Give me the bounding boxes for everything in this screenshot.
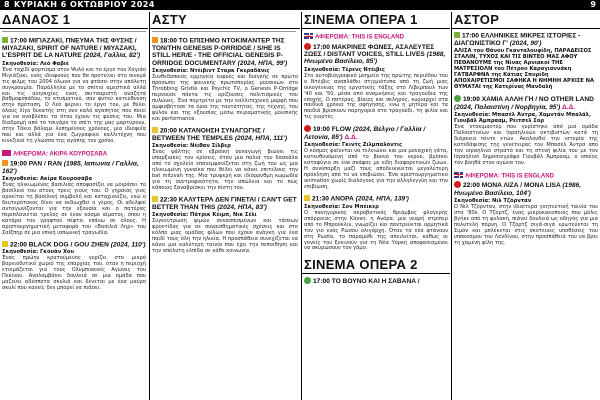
- cinema-heading: ΣΙΝΕΜΑ ΟΠΕΡΑ 1: [302, 10, 450, 29]
- film-still: [152, 31, 296, 36]
- page-header-bar: [0, 0, 600, 10]
- section-square-icon: [2, 37, 8, 43]
- screening-entry: [302, 29, 450, 122]
- synopsis: Ο Νιλ Τζόρνταν, στην ιδιαίτερα γοητευτική ταινία του στα '80s. Ο Τζορτζ, ένας μικροκακοποιός που μόλις βγήκε από τη φυλακή, πιάνει δουλειά ως οδηγός για μια πολυτελή πόρνη. Ο Τζορτζ σιγά-σιγά ερωτεύεται τη Σιμόν και μπλέκεται στις σκοτεινές υποθέσεις του υπόκοσμου του Λονδίνου, στην προσπάθειά του να βρει τη χαμένη φίλη της.: [454, 204, 598, 246]
- tribute-label: ΑΦΙΕΡΩΜΑ: ΑΚΙΡΑ ΚΟΥΡΟΣΑΒΑ: [2, 150, 146, 159]
- section-square-icon: [304, 195, 310, 201]
- cinema-heading: ΔΑΝΑΟΣ 1: [0, 10, 148, 29]
- film-still: [2, 31, 146, 36]
- screening-title: 17:00 ΤΟ ΒΟΥΝΟ ΚΑΙ Η ΣΑΒΑΝΑ /: [304, 277, 448, 285]
- screening-entry: [0, 29, 148, 146]
- page-date: ΚΥΡΙΑΚΗ 6 ΟΚΤΩΒΡΙΟΥ 2024: [14, 0, 155, 9]
- cinema-heading: ΣΙΝΕΜΑ ΟΠΕΡΑ 2: [302, 255, 450, 274]
- synopsis: Ένας πρώην κρατούμενος γυρίζει στο μικρό βορειοδυτικό χωριό της επαρχίας του, όταν η περιοχή ετοιμάζεται για τους Ολυμπιακούς Αγώνες του Πεκίνου. Αναλαμβάνει δουλειά σε μια ομάδα που μαζεύει αδέσποτα σκυλιά και δένεται με ένα μαύρο σκυλί που κανείς δεν μπορεί να πιάσει.: [2, 255, 146, 292]
- screening-title: 17:00 ΜΑΚΡΙΝΕΣ ΦΩΝΕΣ, ΑΣΑΛΕΥΤΕΣ ΖΩΕΣ / DISTANT VOICES, STILL LIVES (1988, Ηνωμένο Βασίλειο, 85'): [304, 43, 446, 66]
- synopsis: Ο πανηγυρικός ακροβατικός θριάμβος φλογερής απόρροιας στην Κάννη: η Ανόρα, μια νεαρή στρίπερ από το Μπρούκλιν, γνωρίζει και παντρεύεται ορμητικά τον γιο ενός Ρώσου ολιγάρχη. Όταν τα νέα φτάνουν στη Ρωσία, το παραμύθι της απειλείται, καθώς οι γονείς του ξεκινούν για τη Νέα Υόρκη αποφασισμένοι να ακυρώσουν τον γάμο.: [304, 209, 448, 252]
- short-films-list: ΑΛΙΣΑ του Θάνου Γκανταλουφίδη, ΠΑΡΑΔΕΙΣΟΣ ΣΤΑΛΙΝ, ΤΥΧΟΣ ΚΑΙ ΤΙΣ ΒΙΝΤΕΟ ΜΑΣ ΑΦΟΥ ΠΕΘΑΝΟΥΜΕ της Νίνας Αρνιακοί ΤΗΕ ΜΑΤΡΕΣΙΟΛΝ του Πέτρου Καραγιαννάκη ΓΑΤΒΑΡΦΝΑ της Κάτιας Σπυρίδη ΑΠΟΧΑΙΡΕΤΙΣΜΟΙ ΣΑΦΗΚΑ Η ΝΗΜΗΗ ΑΡΧΙΣΕ ΝΑ ΘΥΜΑΤΑΙ της Κατερίνας Μανδαλή: [454, 48, 595, 91]
- tribute-marker-icon: [2, 150, 11, 156]
- uk-flag-icon: [304, 33, 313, 39]
- section-square-icon: [2, 160, 8, 166]
- director-credit: Σκηνοθεσία: Ντέιβιντ Σταρκ Γκεραδάνις: [152, 68, 270, 75]
- screening-entry: [150, 29, 300, 124]
- screening-title: 19:00 ΧΑΜΙΑ ΑΛΛΗ ΓΗ / NO OTHER LAND (2024, Παλαιστίνη / Νορβηγία, 95') Δ.Δ.: [454, 96, 594, 111]
- column-danaos-1: [0, 10, 148, 400]
- screening-title: 20:00 ΚΑΤΑΝΟΗΣΗ ΣΥΝΑΓΩΓΗΣ / BETWEEN THE TEMPLES (2024, ΗΠΑ, 111'): [152, 127, 288, 142]
- screening-entry: [302, 274, 450, 286]
- screening-entry: [0, 238, 148, 294]
- cinema-heading: ΑΣΤΟΡ: [452, 10, 600, 29]
- screening-title: 22:00 BLACK DOG / GOU ZHEN (2024, 110'): [2, 241, 146, 249]
- column-opera-1: [302, 10, 450, 400]
- section-square-icon: [454, 32, 460, 38]
- director-credit: Σκηνοθεσία: Λεό Φαβιέ: [2, 60, 69, 67]
- column-asty: [150, 10, 300, 400]
- synopsis: Ο κόσμος φαίνεται να τελειώνει και μια μοναχική γάτα, κατευθυνόμενη από το βουνό του νερού, βρίσκει καταφύγιο σε ένα σκάφος με είδη διαφορετικών ζώων. Η συνύπαρξη μαζί τους αποδεικνύεται μεγαλύτερη πρόκληση από το να επιβιώσει. Ένα αριστουργηματικό animation χωρίς διαλόγους για την αλληλεγγύη και την επιβίωση.: [304, 148, 448, 190]
- section-square-icon: [152, 37, 158, 43]
- screening-entry: [452, 168, 600, 248]
- screening-title: 21:30 ΑΝΟΡΑ (2024, ΗΠΑ, 139'): [304, 195, 448, 203]
- synopsis: Συνθεδοποιός ερμηνεία ευφυές και διαγκής σε πρώτο πρόσωπο της φοινικής πρωτοπορίας μουσικών στο Throbbing Gristle και Psychic TV, ο Genesis P-Orridge περνούσε πάντα τις ορίζουσες πολιτισμικές του πυλώνες. Ένα πορτρέτο με την καλλιτεχνική μορφή που αμφισβήτησε τα όρια της ταυτότητας, της τέχνης, του φύλου και της εξουσίας μέσω πειραματικής μουσικής και performance.: [152, 74, 298, 122]
- section-dot-icon: [304, 125, 311, 132]
- director-credit: Σκηνοθεσία: Ακίρα Κουροσάβα: [2, 175, 93, 182]
- screening-entry: [452, 92, 600, 167]
- director-credit: Σκηνοθεσία: Νέιθαν Σίλβερ: [152, 143, 231, 150]
- section-dot-icon: [454, 95, 461, 102]
- screening-title: 22:00 ΜΟΝΑ ΛΙΖΑ / MONA LISA (1986, Ηνωμένο Βασίλειο, 104'): [454, 182, 582, 197]
- column-astor: [452, 10, 600, 400]
- screening-entry: [302, 122, 450, 191]
- screening-title: 17:00 ΜΙΓΙΑΖΑΚΙ, ΠΝΕΥΜΑ ΤΗΣ ΦΥΣΗΣ / MIYAZAKI, SPIRIT OF NATURE / MIYAZAKI, L'ESPRIT DE LA NATURE (2024, Γαλλία, 82'): [2, 37, 141, 60]
- page-number-left: 8: [4, 0, 10, 9]
- director-credit: Σκηνοθεσία: Νιλ Τζόρνταν: [454, 198, 532, 205]
- tribute-label: ΑΦΙΕΡΩΜΑ: THIS IS ENGLAND: [454, 172, 598, 181]
- screening-title: 22:30 ΚΑΛΥΤΕΡΑ ΔΕΝ ΓΙΝΕΤΑΙ / CAN'T GET BETTER THAN THIS (2024, ΗΠΑ, 83'): [152, 196, 297, 211]
- screening-entry: [150, 193, 300, 256]
- screening-title: 19:00 ΡΑΝ / RAN (1985, Ιαπωνία / Γαλλία, 162'): [2, 160, 139, 175]
- screening-entry: [0, 146, 148, 237]
- director-credit: Σκηνοθεσία: Γκιντς Ζιλμπαλόντις: [304, 142, 403, 149]
- director-credit: Σκηνοθεσία: Μπασέλ Άντρα, Χαμντάν Μπαλάλ, Γιουβάλ Άμπρααμ, Ρέιτσελ Σορ: [454, 112, 591, 125]
- synopsis: Στο αυτοβιογραφικό μνημείο της πρώτης περιόδου του ο Ντέιβις αναπλάθει στιγμιότυπα από τη ζωή μιας οικογένειας της εργατικής τάξης στο Λίβερπουλ των '40 και '50, μέσα από αναμνήσεις και τραγούδια της εποχής. Ο πατέρας, βίαιος και σκληρός, κυριαρχεί στα παιδικά χρόνια της αφήγησης, ενώ η μητέρα και τα παιδιά βρίσκουν παρηγοριά στο τραγούδι, τη φιλία και τις γιορτές.: [304, 72, 448, 121]
- cinema-heading: ΑΣΤΥ: [150, 10, 300, 29]
- section-dot-icon: [454, 181, 461, 188]
- synopsis: Ένας ηλικιωμένος βασιλιάς αποφασίζει να μοιράσει το βασίλειό του στους τρεις γιους του. Ο γηραιός γιος αρνείται τη βασιλική συμβολή και καταχιονίζει, ενώ ο δευτερότοκος δίνει να εκδιωχθεί ο γέρος. Οι αδελφοί ανταγωνίζονται για την εξουσία και ο πατέρας περιπλανιέται τρελός σε έναν κόσμο αίματος, όπου η κατάρα του γραφτού πέφτει επάνω σε όλους. Η αριστουργηματική μεταφορά του «Βασιλιά Ληρ» του Σαίξπηρ σε μια επική ιαπωνική τραγωδία.: [2, 181, 146, 236]
- tribute-label: ΑΦΙΕΡΩΜΑ: THIS IS ENGLAND: [304, 33, 448, 42]
- director-credit: Σκηνοθεσία: Σον Μπέικερ: [304, 203, 379, 210]
- section-square-icon: [2, 241, 8, 247]
- director-credit: Σκηνοθεσία: Γκουάν Χου: [2, 249, 75, 256]
- director-credit: Σκηνοθεσία: Πάτρικ Κέιμπ, Νικ Σέλι: [152, 212, 257, 219]
- screening-entry: [150, 124, 300, 193]
- screening-title: 17:00 ΕΛΛΗΝΙΚΕΣ ΜΙΚΡΕΣ ΙΣΤΟΡΙΕΣ - ΔΙΑΓΩΝΙΣΤΙΚΟ Γ' (2024, 90'): [454, 32, 581, 47]
- uk-flag-icon: [454, 172, 463, 178]
- synopsis: Συγκέντρωση ψιμών συνασπισμένων και τάσεων φροντίδας για σε συναισθηματικές σχέσεις και στο κόλπο μιας ομάδας φίλων που έχουν ανάγκη για ένα παιδί τους όλη την ηλικία. Η προσπάθεια συνεχίζεται να κάνει μια καλύτερη ταινία που έχει την πεποίθηση και την απόλυτη ελπίδα σε κάθε κοινωνία.: [152, 218, 298, 254]
- screening-title: 18:00 ΤΟ ΕΠΙΣΗΜΟ ΝΤΟΚΙΜΑΝΤΕΡ ΤΗΣ ΤΟΝ/ΤΗΝ GENESIS P-ORRIDGE / S/HE IS STILL HER/E - THE OFFICIAL GENESIS P-ORRIDGE DOCUMENTARY (2024, ΗΠΑ, 99'): [152, 37, 288, 67]
- section-dot-icon: [304, 277, 311, 284]
- synopsis: Ένα ταχιδί φορτίσμα στον Ψυλό και το έργο του Χαγιάο Μιγιάζακι, ενός ιδιοφυούς που θα προτείνει στο σινεμά τις φιλμς του 2004 όλωνα για να φτάσει στην απόλυτη συγκρουμία. Παράλληλα με το σπίτιο αμεστικά αλλά και τις ανησυχίες ένας σκιτσαριστή αναζητά βαθμοφοπάδου, το κτισματικό, σαν φυτεύ κατεύθυνση στην πρόταση. Ο Λεό φέρνει το έργο του, με θέλει όλους λίγο δυνατής στη συν καλό αγαπητός που ποιεί για να αναβλέπει τα ότου έχουν τις φύσεις του. Μια διαδρομή από το τσιγάρο το σπίτι της μας μαρτύρουν, στην Τόκιο βάλαμε λυπημένους χρόνους, μια ιδιοφυΐα που και αλλά για ένα ζωγραφικό καλλιτέχνη που κινεζικοί τη γλώσσα της αγάπης τον χρόνο.: [2, 66, 146, 145]
- synopsis: Ένα ντοκιμαντέρ που γυρίστηκε από μια ομάδα Παλαιστινίων και Ισραηλινών ακτιβιστών κατά τη διάρκεια πέντε ετών. Ακολουθεί την ιστορία της κατεδάφισης της γενέτειρας του Μπασέλ Άντρα από τον ισραηλινό στρατό και τη στενή φιλία του με τον Ισραηλινό δημοσιογράφο Γιουβάλ Άμπρααμ, ο οποίος τον βοηθά στον αγώνα του.: [454, 124, 598, 166]
- section-square-icon: [152, 127, 158, 133]
- screening-entry: [452, 29, 600, 92]
- screening-entry: [302, 192, 450, 254]
- section-square-icon: [152, 196, 158, 202]
- director-credit: Σκηνοθεσία: Τέρενς Ντέιβις: [304, 66, 385, 73]
- page-number-right: 9: [590, 0, 596, 9]
- section-dot-icon: [304, 43, 311, 50]
- synopsis: Ένας ψάλτης σε εβραϊκή συναγωγή βιώνει τις υπαρξιακές του κρίσεις, όταν μια παλιά του δασκάλα από το σχολείο επανεμφανίζεται στη ζωή του ως μια ηλικιωμένη γυναίκα που θέλει να κάνει επιτέλους την bat mitzvah της. Μια τρυφερή και ιδιόρρυθμη κωμωδία για τη συντροφικότητα, την απώλεια και το πώς κάποιος ξαναβρίσκει την πίστη του.: [152, 149, 298, 191]
- screening-title: 19:00 FLOW (2024, Βέλγιο / Γαλλία / Λετονία, 85') Δ.Δ.: [304, 126, 426, 141]
